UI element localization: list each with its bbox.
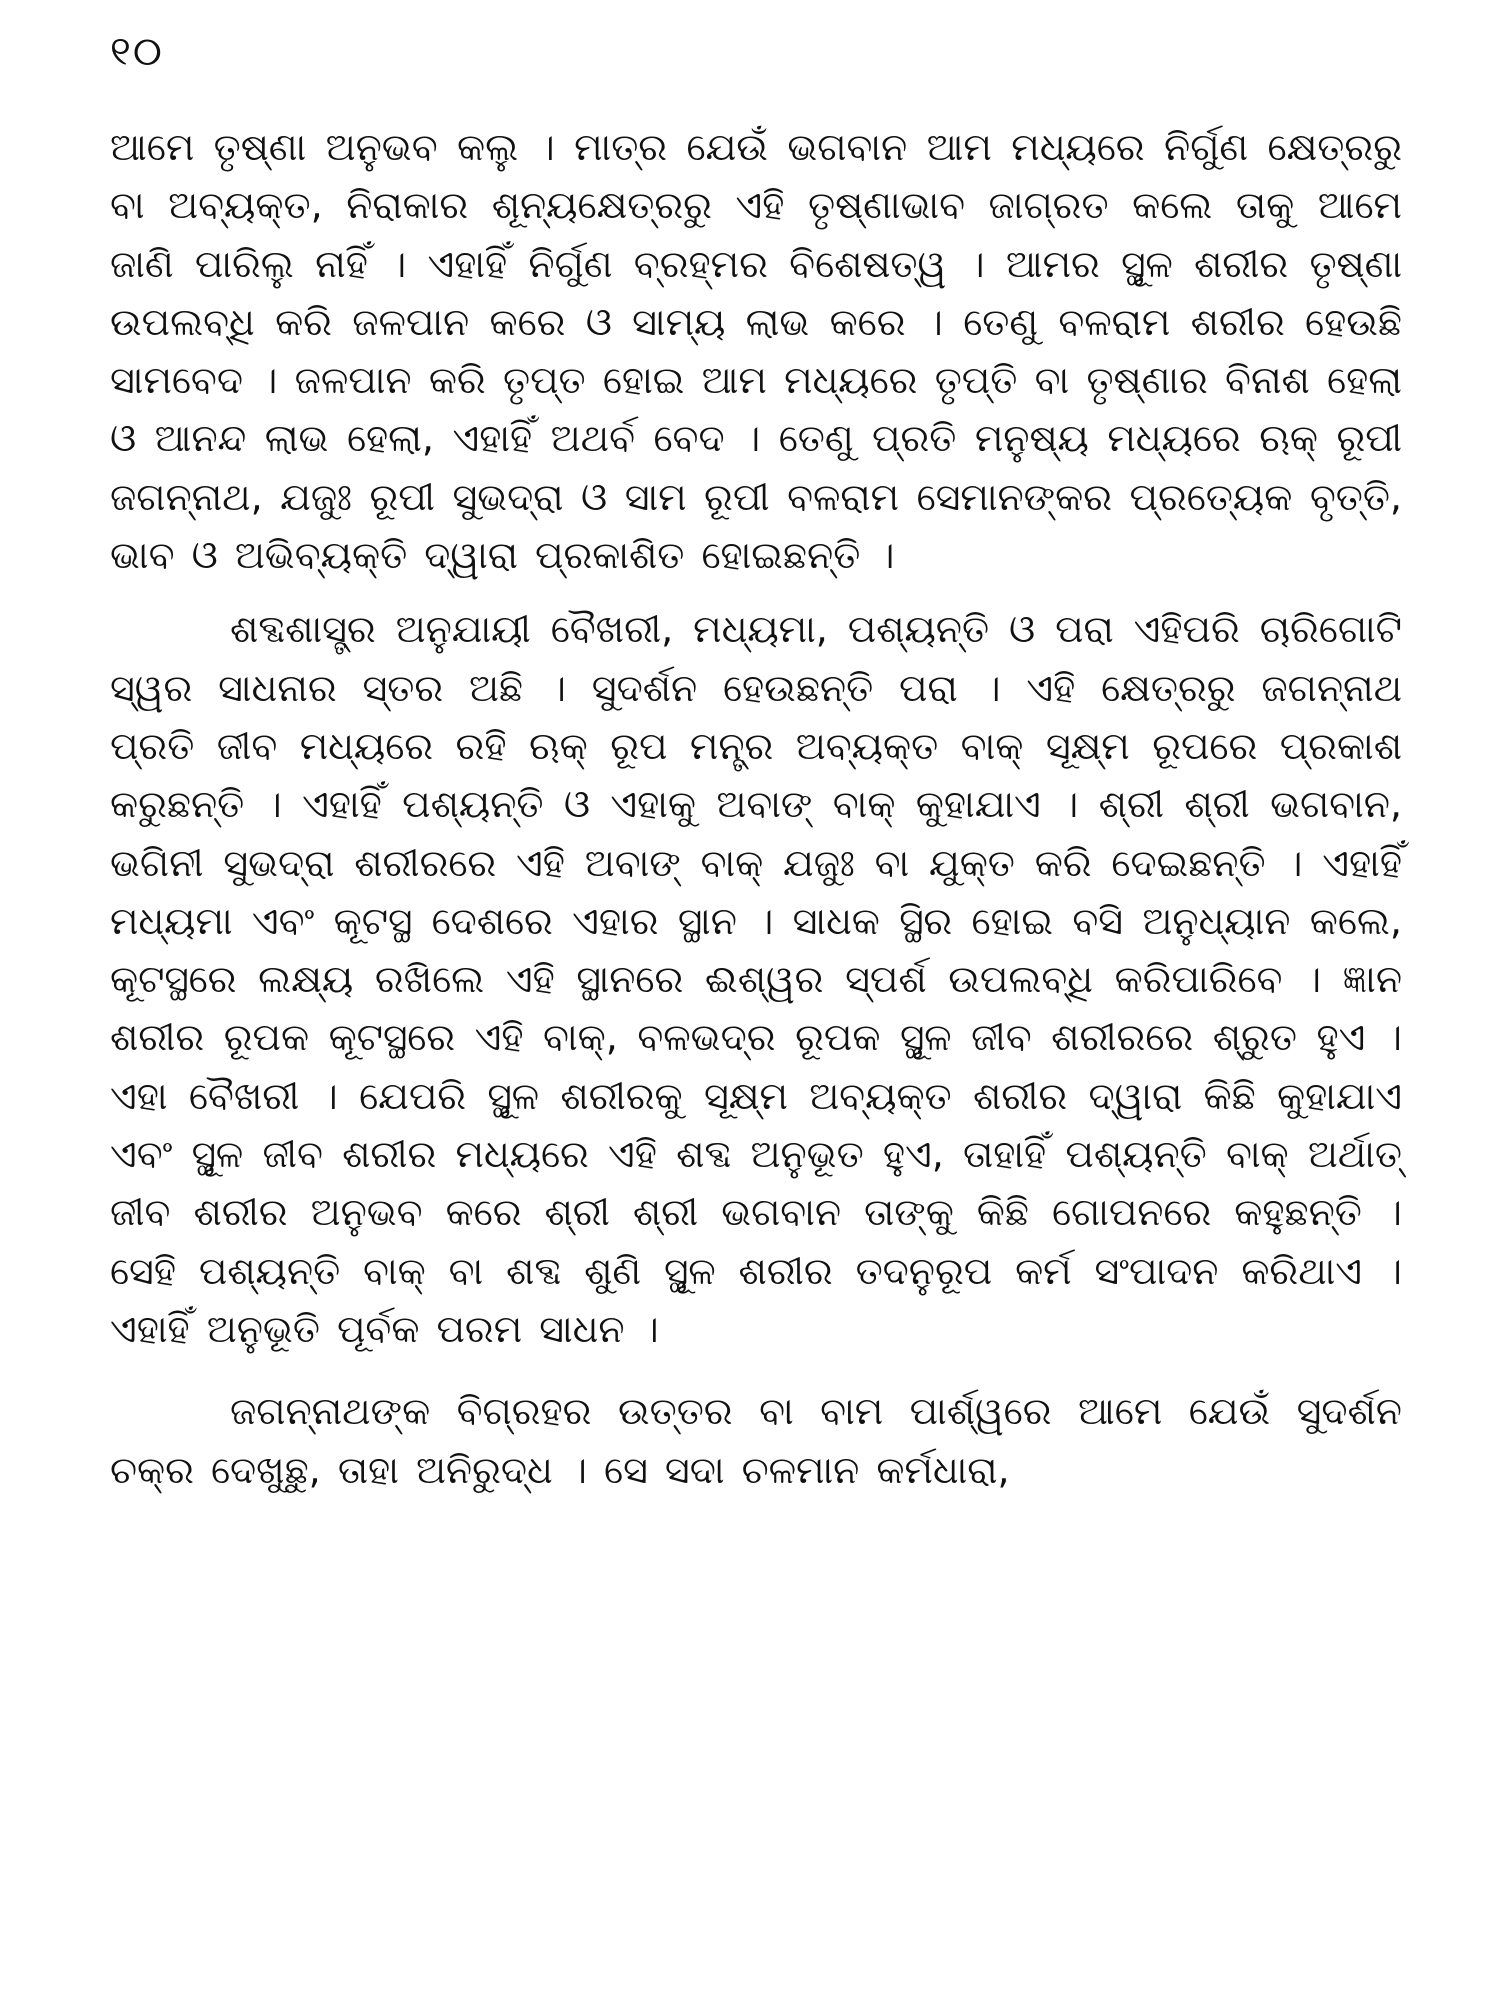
paragraph-3: ଜଗନ୍ନାଥଙ୍କ ବିଗ୍ରହର ଉତ୍ତର ବା ବାମ ପାର୍ଶ୍ୱରେ ଆମେ ଯେଉଁ ସୁଦର୍ଶନ ଚକ୍ର ଦେଖୁଛୁ, ତାହା ଅନିରୁଦ୍ଧ । ସେ ସଦା ଚଳମାନ କର୍ମଧାରା, [110, 1389, 1402, 1492]
body-text [110, 118, 1402, 1499]
paragraph-1: ଆମେ ତୃଷ୍ଣା ଅନୁଭବ କଲୁ । ମାତ୍ର ଯେଉଁ ଭଗବାନ ଆମ ମଧ୍ୟରେ ନିର୍ଗୁଣ କ୍ଷେତ୍ରରୁ ବା ଅବ୍ୟକ୍ତ, ନିରାକାର ଶୂନ୍ୟକ୍ଷେତ୍ରରୁ ଏହି ତୃଷ୍ଣାଭାବ ଜାଗ୍ରତ କଲେ ତାକୁ ଆମେ ଜାଣି ପାରିଲୁ ନାହିଁ । ଏହାହିଁ ନିର୍ଗୁଣ ବ୍ରହ୍ମର ବିଶେଷତ୍ୱ । ଆମର ସ୍ଥୂଳ ଶରୀର ତୃଷ୍ଣା ଉପଲବ୍ଧି କରି ଜଳପାନ କରେ ଓ ସାମ୍ୟ ଲାଭ କରେ । ତେଣୁ ବଳରାମ ଶରୀର ହେଉଛି ସାମବେଦ । ଜଳପାନ କରି ତୃପ୍ତ ହୋଇ ଆମ ମଧ୍ୟରେ ତୃପ୍ତି ବା ତୃଷ୍ଣାର ବିନାଶ ହେଲା ଓ ଆନନ୍ଦ ଲାଭ ହେଲା, ଏହାହିଁ ଅଥର୍ବ ବେଦ । ତେଣୁ ପ୍ରତି ମନୁଷ୍ୟ ମଧ୍ୟରେ ଋକ୍ ରୂପୀ ଜଗନ୍ନାଥ, ଯଜୁଃ ରୂପୀ ସୁଭଦ୍ରା ଓ ସାମ ରୂପୀ ବଳରାମ ସେମାନଙ୍କର ପ୍ରତ୍ୟେକ ବୃତ୍ତି, ଭାବ ଓ ଅଭିବ୍ୟକ୍ତି ଦ୍ୱାରା ପ୍ରକାଶିତ ହୋଇଛନ୍ତି । [110, 125, 1402, 578]
page-number: ୧୦ [110, 29, 164, 75]
paragraph-2: ଶବ୍ଦଶାସ୍ତ୍ର ଅନୁଯାୟୀ ବୈଖରୀ, ମଧ୍ୟମା, ପଶ୍ୟନ୍ତି ଓ ପରା ଏହିପରି ଚାରିଗୋଟି ସ୍ୱର ସାଧନାର ସ୍ତର ଅଛି । ସୁଦର୍ଶନ ହେଉଛନ୍ତି ପରା । ଏହି କ୍ଷେତ୍ରରୁ ଜଗନ୍ନାଥ ପ୍ରତି ଜୀବ ମଧ୍ୟରେ ରହି ଋକ୍ ରୂପ ମନ୍ତ୍ର ଅବ୍ୟକ୍ତ ବାକ୍ ସୂକ୍ଷ୍ମ ରୂପରେ ପ୍ରକାଶ କରୁଛନ୍ତି । ଏହାହିଁ ପଶ୍ୟନ୍ତି ଓ ଏହାକୁ ଅବାଙ୍ ବାକ୍ କୁହାଯାଏ । ଶ୍ରୀ ଶ୍ରୀ ଭଗବାନ, ଭଗିନୀ ସୁଭଦ୍ରା ଶରୀରରେ ଏହି ଅବାଙ୍ ବାକ୍ ଯଜୁଃ ବା ଯୁକ୍ତ କରି ଦେଇଛନ୍ତି । ଏହାହିଁ ମଧ୍ୟମା ଏବଂ କୂଟସ୍ଥ ଦେଶରେ ଏହାର ସ୍ଥାନ । ସାଧକ ସ୍ଥିର ହୋଇ ବସି ଅନୁଧ୍ୟାନ କଲେ, କୂଟସ୍ଥରେ ଲକ୍ଷ୍ୟ ରଖିଲେ ଏହି ସ୍ଥାନରେ ଈଶ୍ୱର ସ୍ପର୍ଶ ଉପଲବ୍ଧି କରିପାରିବେ । ଜ୍ଞାନ ଶରୀର ରୂପକ କୂଟସ୍ଥରେ ଏହି ବାକ୍, ବଳଭଦ୍ର ରୂପକ ସ୍ଥୂଳ ଜୀବ ଶରୀରରେ ଶ୍ରୁତ ହୁଏ । ଏହା ବୈଖରୀ । ଯେପରି ସ୍ଥୂଳ ଶରୀରକୁ ସୂକ୍ଷ୍ମ ଅବ୍ୟକ୍ତ ଶରୀର ଦ୍ୱାରା କିଛି କୁହାଯାଏ ଏବଂ ସ୍ଥୂଳ ଜୀବ ଶରୀର ମଧ୍ୟରେ ଏହି ଶବ୍ଦ ଅନୁଭୂତ ହୁଏ, ତାହାହିଁ ପଶ୍ୟନ୍ତି ବାକ୍ ଅର୍ଥାତ୍ ଜୀବ ଶରୀର ଅନୁଭବ କରେ ଶ୍ରୀ ଶ୍ରୀ ଭଗବାନ ତାଙ୍କୁ କିଛି ଗୋପନରେ କହୁଛନ୍ତି । ସେହି ପଶ୍ୟନ୍ତି ବାକ୍ ବା ଶବ୍ଦ ଶୁଣି ସ୍ଥୂଳ ଶରୀର ତଦନୁରୂପ କର୍ମ ସଂପାଦନ କରିଥାଏ । ଏହାହିଁ ଅନୁଭୂତି ପୂର୍ବକ ପରମ ସାଧନ । [110, 607, 1402, 1351]
